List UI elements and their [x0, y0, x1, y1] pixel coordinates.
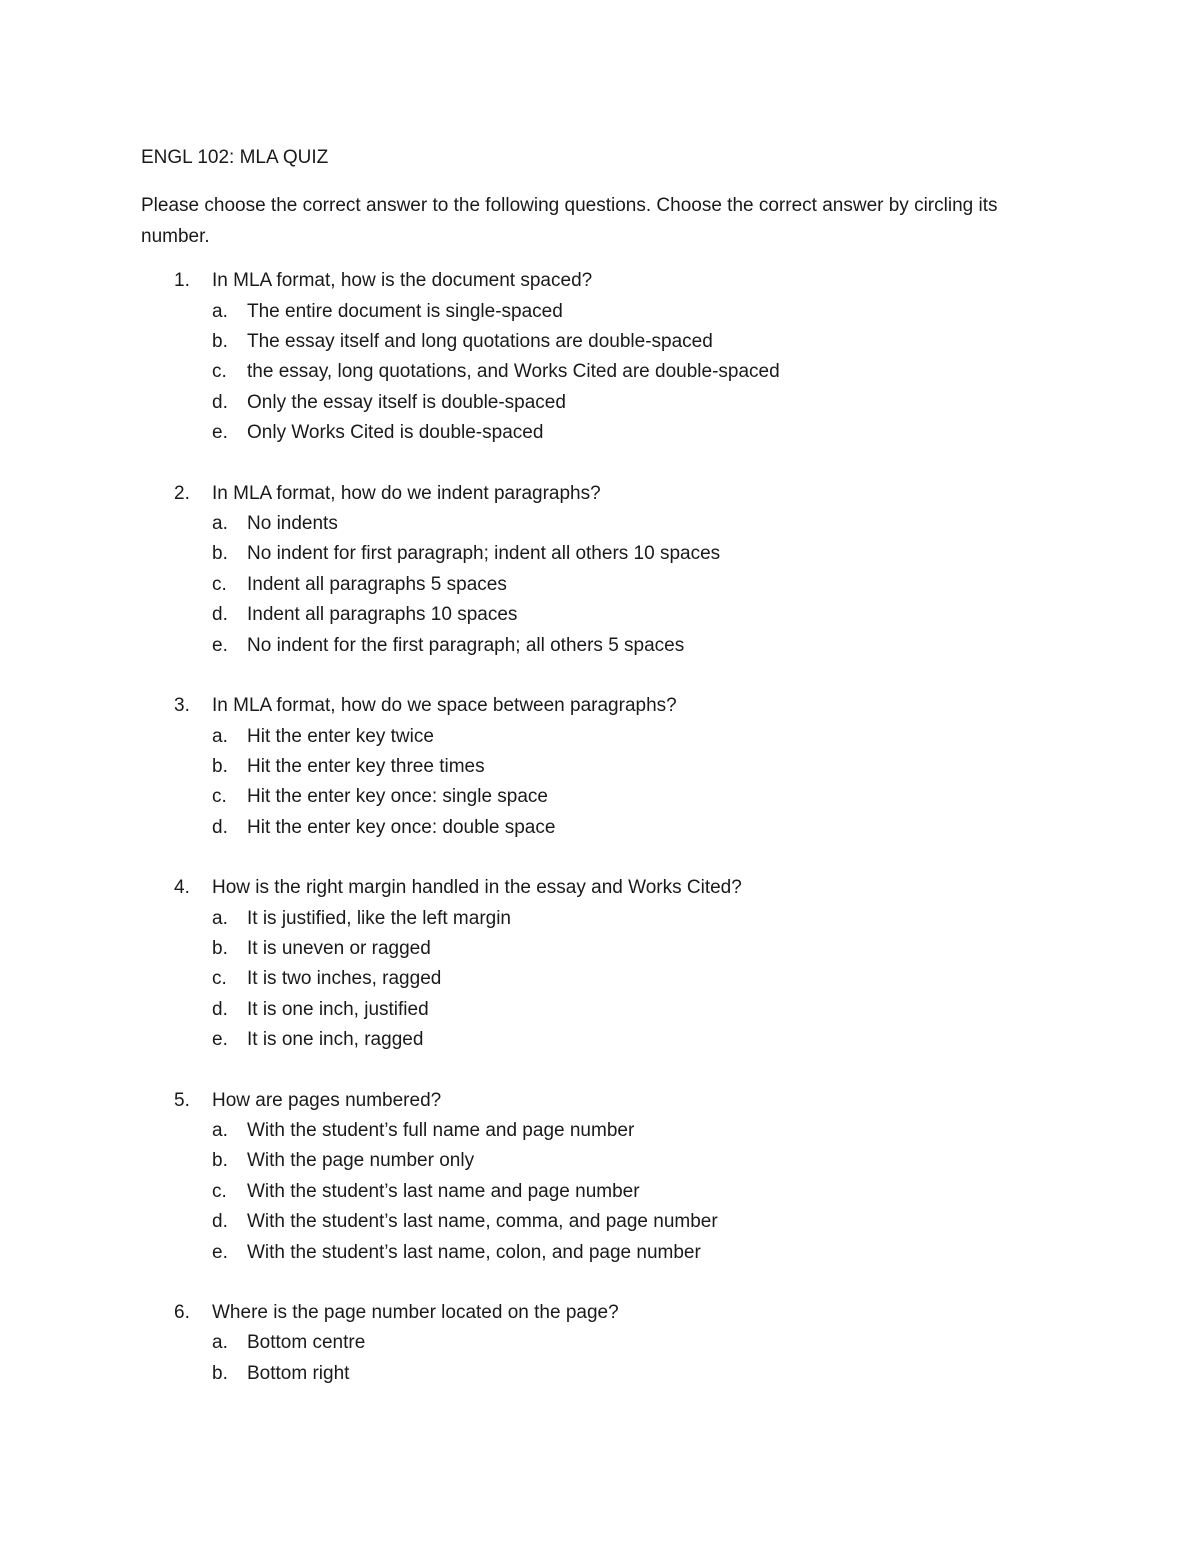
option-letter: e. — [212, 634, 228, 656]
answer-option — [212, 1116, 1041, 1146]
option-letter: b. — [212, 755, 228, 777]
option-text: With the student’s last name, comma, and page number — [247, 1211, 718, 1233]
option-text: With the page number only — [247, 1150, 475, 1172]
option-text: It is one inch, justified — [247, 998, 429, 1020]
option-letter: d. — [212, 391, 228, 413]
option-letter: a. — [212, 1119, 228, 1141]
question-text: How are pages numbered? — [212, 1089, 442, 1111]
quiz-instructions: Please choose the correct answer to the following questions. Choose the correct answer by circling its number. — [141, 195, 998, 247]
question-number: 2. — [174, 482, 190, 504]
answer-option — [212, 904, 1041, 934]
option-text: With the student’s last name, colon, and page number — [247, 1241, 701, 1263]
answer-option — [212, 1328, 1041, 1358]
question-text: In MLA format, how do we indent paragraphs? — [212, 482, 601, 504]
answer-option — [212, 388, 1041, 418]
answer-option — [212, 418, 1041, 448]
answer-option — [212, 357, 1041, 387]
option-letter: c. — [212, 968, 227, 990]
option-text: Hit the enter key three times — [247, 755, 485, 777]
answer-options — [212, 722, 1041, 844]
answer-option — [212, 297, 1041, 327]
option-text: Hit the enter key once: double space — [247, 816, 556, 838]
option-text: With the student’s full name and page number — [247, 1119, 635, 1141]
option-text: It is one inch, ragged — [247, 1029, 424, 1051]
question-item — [141, 1298, 1041, 1389]
answer-option — [212, 570, 1041, 600]
option-letter: c. — [212, 786, 227, 808]
question-text: How is the right margin handled in the essay and Works Cited? — [212, 877, 742, 899]
option-letter: b. — [212, 937, 228, 959]
option-letter: a. — [212, 907, 228, 929]
answer-option — [212, 1177, 1041, 1207]
option-letter: c. — [212, 361, 227, 383]
question-text: Where is the page number located on the page? — [212, 1302, 619, 1323]
option-letter: c. — [212, 1180, 227, 1202]
option-letter: d. — [212, 604, 228, 626]
option-text: With the student’s last name and page number — [247, 1180, 640, 1202]
question-number: 4. — [174, 877, 190, 899]
option-letter: a. — [212, 300, 228, 322]
question-text: In MLA format, how do we space between paragraphs? — [212, 695, 677, 717]
option-letter: a. — [212, 513, 228, 535]
answer-option — [212, 722, 1041, 752]
answer-options — [212, 1116, 1041, 1268]
question-item — [141, 1086, 1041, 1268]
option-text: It is justified, like the left margin — [247, 907, 511, 929]
answer-option — [212, 1146, 1041, 1176]
option-letter: d. — [212, 998, 228, 1020]
question-list — [141, 266, 1041, 1389]
option-text: Indent all paragraphs 10 spaces — [247, 604, 518, 626]
question-item — [141, 266, 1041, 448]
answer-options — [212, 297, 1041, 449]
question-item — [141, 479, 1041, 661]
option-letter: d. — [212, 1211, 228, 1233]
option-text: the essay, long quotations, and Works Cited are double-spaced — [247, 361, 780, 383]
option-text: Bottom centre — [247, 1332, 366, 1354]
option-text: No indents — [247, 513, 338, 535]
answer-option — [212, 1207, 1041, 1237]
answer-option — [212, 995, 1041, 1025]
answer-option — [212, 934, 1041, 964]
option-text: Only the essay itself is double-spaced — [247, 391, 566, 413]
option-letter: e. — [212, 422, 228, 444]
answer-option — [212, 752, 1041, 782]
answer-options — [212, 509, 1041, 661]
option-text: It is two inches, ragged — [247, 968, 442, 990]
answer-option — [212, 782, 1041, 812]
document-body — [141, 143, 1041, 1419]
option-text: It is uneven or ragged — [247, 937, 431, 959]
option-text: Indent all paragraphs 5 spaces — [247, 573, 507, 595]
answer-option — [212, 509, 1041, 539]
option-letter: b. — [212, 543, 228, 565]
option-letter: c. — [212, 573, 227, 595]
answer-option — [212, 631, 1041, 661]
option-letter: b. — [212, 1150, 228, 1172]
quiz-title: ENGL 102: MLA QUIZ — [141, 147, 329, 168]
answer-option — [212, 1238, 1041, 1268]
option-text: Hit the enter key once: single space — [247, 786, 549, 808]
option-text: Hit the enter key twice — [247, 725, 434, 747]
question-number: 1. — [174, 270, 190, 292]
question-text: In MLA format, how is the document spaced? — [212, 270, 593, 292]
option-text: No indent for the first paragraph; all others 5 spaces — [247, 634, 685, 656]
answer-option — [212, 813, 1041, 843]
option-letter: b. — [212, 1362, 228, 1384]
answer-option — [212, 1359, 1041, 1389]
answer-option — [212, 327, 1041, 357]
option-letter: a. — [212, 725, 228, 747]
option-text: The essay itself and long quotations are double-spaced — [247, 331, 713, 353]
answer-options — [212, 904, 1041, 1056]
option-text: Only Works Cited is double-spaced — [247, 422, 544, 444]
answer-option — [212, 964, 1041, 994]
option-text: No indent for first paragraph; indent all others 10 spaces — [247, 543, 721, 565]
question-number: 5. — [174, 1089, 190, 1111]
answer-option — [212, 600, 1041, 630]
question-item — [141, 873, 1041, 1055]
option-letter: a. — [212, 1332, 228, 1354]
option-letter: d. — [212, 816, 228, 838]
option-letter: e. — [212, 1241, 228, 1263]
option-text: The entire document is single-spaced — [247, 300, 563, 322]
question-number: 6. — [174, 1302, 190, 1323]
option-text: Bottom right — [247, 1362, 350, 1384]
answer-option — [212, 1025, 1041, 1055]
question-item — [141, 691, 1041, 843]
answer-option — [212, 539, 1041, 569]
answer-options — [212, 1328, 1041, 1389]
option-letter: b. — [212, 331, 228, 353]
option-letter: e. — [212, 1029, 228, 1051]
question-number: 3. — [174, 695, 190, 717]
